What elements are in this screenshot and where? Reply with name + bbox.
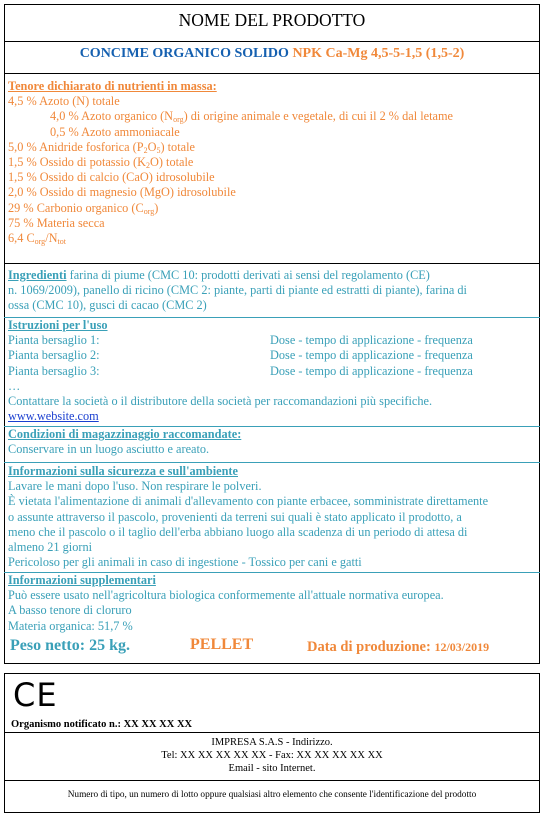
safety-text: almeno 21 giorni — [8, 540, 93, 555]
safety-section — [8, 464, 488, 570]
company-box — [4, 732, 540, 781]
supplementary-text: A basso tenore di cloruro — [8, 603, 132, 618]
company-email: Email - sito Internet. — [228, 763, 316, 774]
lot-identification-text: Numero di tipo, un numero di lotto oppure qualsiasi altro elemento che consente l'identificazione del prodotto — [67, 790, 477, 800]
ingredients-heading: Ingredienti — [8, 268, 67, 282]
nutrient-line: 1,5 % Ossido di potassio $(K_2O)$ totale — [8, 155, 194, 171]
supplementary-heading: Informazioni supplementari — [8, 573, 156, 587]
ingredients-text: n. 1069/2009), panello di ricino (CMC 2: piante, parti di piante ed estratti di piante), farina di — [8, 283, 467, 298]
safety-text: meno che il pascolo o il taglio dell'erba abbiano luogo alla scadenza di un periodo di attesa di — [8, 524, 468, 539]
nutrient-line: 2,0 % Ossido di magnesio (MgO) idrosolubile — [8, 185, 236, 200]
supplementary-section — [8, 573, 444, 634]
ingredients-text: farina di piume (CMC 10: prodotti derivati ai sensi del regolamento (CE) — [66, 268, 430, 282]
instruction-row: Pianta bersaglio 2: Dose - tempo di applicazione - frequenza — [8, 348, 473, 363]
nutrient-line: 29 % Carbonio organico $(C_{org})$ — [8, 200, 159, 216]
nutrient-line: 5,0 % Anidride fosforica $(P_2O_5)$ totale — [8, 139, 195, 155]
company-name: IMPRESA S.A.S - Indirizzo. — [211, 737, 333, 748]
nutrient-line: 1,5 % Ossido di calcio (CaO) idrosolubile — [8, 170, 215, 185]
ce-box — [4, 673, 540, 733]
company-phone: Tel: XX XX XX XX XX - Fax: XX XX XX XX XX — [161, 750, 383, 761]
nutrients-section — [8, 79, 453, 246]
product-title: NOME DEL PRODOTTO — [178, 10, 366, 30]
title-box — [4, 4, 540, 42]
notified-body: Organismo notificato n.: XX XX XX XX — [11, 719, 193, 730]
fertilizer-type: CONCIME ORGANICO SOLIDO — [79, 46, 293, 61]
supplementary-text: Può essere usato nell'agricoltura biologica conformemente all'attuale normativa europea. — [8, 588, 444, 603]
instructions-section — [8, 318, 532, 424]
safety-text: o assunte attraverso il pascolo, provenienti da terreni sui quali è stato applicato il prodotto, a — [8, 509, 462, 524]
safety-heading: Informazioni sulla sicurezza e sull'ambiente — [8, 464, 238, 478]
ellipsis: … — [8, 378, 21, 393]
nutrient-line: 4,5 % Azoto (N) totale — [8, 94, 120, 109]
nutrient-line: 6,4 $C_{org}/N_{tot}$ — [8, 231, 66, 247]
product-form: PELLET — [190, 636, 254, 653]
product-subtitle — [4, 46, 540, 62]
storage-text: Conservare in un luogo asciutto e areato. — [8, 442, 210, 457]
ingredients-text: ossa (CMC 10), gusci di cacao (CMC 2) — [8, 298, 207, 313]
safety-text: Lavare le mani dopo l'uso. Non respirare le polveri. — [8, 479, 262, 494]
nutrient-line: 4,0 % Azoto organico $(N_{org})$ di origine animale e vegetale, di cui il 2 % dal letame — [50, 109, 453, 125]
nutrients-heading: Tenore dichiarato di nutrienti in massa: — [8, 79, 217, 93]
company-info — [5, 736, 539, 775]
instruction-row: Pianta bersaglio 1: Dose - tempo di applicazione - frequenza — [8, 333, 473, 348]
instruction-row: Pianta bersaglio 3: Dose - tempo di applicazione - frequenza — [8, 363, 473, 378]
npk-formula: NPK Ca-Mg 4,5-5-1,5 (1,5-2) — [292, 46, 465, 61]
website-link[interactable]: www.website.com — [8, 409, 99, 424]
production-date-value: 12/03/2019 — [434, 640, 490, 654]
ingredients-section — [8, 268, 467, 314]
supplementary-text: Materia organica: 51,7 % — [8, 618, 133, 633]
storage-heading: Condizioni di magazzinaggio raccomandate: — [8, 427, 242, 441]
nutrient-line: 0,5 % Azoto ammoniacale — [50, 124, 180, 139]
production-date — [307, 638, 489, 656]
instructions-heading: Istruzioni per l'uso — [8, 318, 108, 332]
ce-mark: CE — [13, 676, 58, 714]
safety-text: Pericoloso per gli animali in caso di ingestione - Tossico per cani e gatti — [8, 555, 362, 570]
divider — [4, 263, 540, 264]
nutrient-line: 75 % Materia secca — [8, 215, 105, 230]
divider — [4, 73, 540, 74]
divider — [4, 462, 540, 463]
storage-section — [8, 427, 241, 457]
footer-box — [4, 780, 540, 813]
net-weight: Peso netto: 25 kg. — [10, 637, 130, 654]
contact-text: Contattare la società o il distributore della società per raccomandazioni più specifiche. — [8, 394, 433, 409]
production-date-label: Data di produzione: — [307, 639, 435, 655]
safety-text: È vietata l'alimentazione di animali d'allevamento con piante erbacee, somministrate direttamente — [8, 494, 489, 509]
